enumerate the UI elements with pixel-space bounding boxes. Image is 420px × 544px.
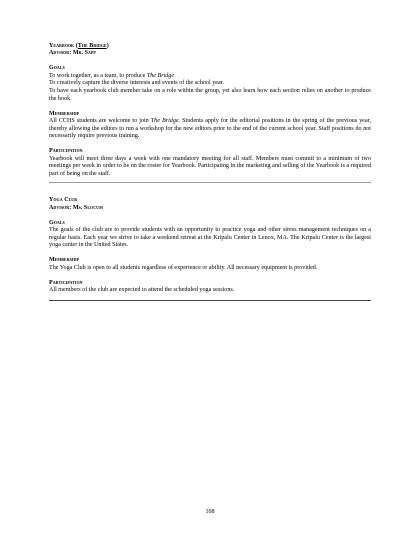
page-content	[49, 0, 371, 301]
yoga-participation-text: All members of the club are expected to attend the scheduled yoga sessions.	[49, 287, 235, 294]
yoga-section	[49, 183, 371, 295]
yoga-goals-heading: Goals	[49, 219, 65, 226]
yearbook-goal-3: To have each yearbook club member take on a role within the group, yet also learn how each section relies on another to produce the book.	[49, 87, 371, 102]
yearbook-goal-2: To creatively capture the diverse interests and events of the school year.	[49, 80, 224, 87]
yearbook-advisor: Advisor: Mr. Sapp	[49, 50, 96, 57]
yearbook-membership-pre: All CCHS students are welcome to join	[49, 118, 151, 124]
yearbook-title-name: Yearbook	[49, 43, 75, 49]
yearbook-goals-heading: Goals	[49, 65, 65, 72]
yoga-membership-heading: Membership	[49, 257, 80, 264]
yearbook-participation-heading: Participation	[49, 148, 83, 155]
end-divider	[49, 300, 371, 301]
yearbook-goal-1-title: The Bridge	[146, 72, 175, 79]
yearbook-membership-heading: Membership	[49, 110, 80, 117]
yearbook-membership-text	[49, 118, 371, 141]
yearbook-membership-title: The Bridge	[150, 118, 179, 124]
yearbook-section	[49, 0, 371, 178]
yearbook-title-close: )	[106, 43, 109, 49]
yoga-participation-heading: Participation	[49, 279, 83, 286]
yearbook-title-sub: The Bridge	[77, 43, 107, 49]
yoga-membership-text: The Yoga Club is open to all students regardless of experience or ability. All necessary equipment is provided.	[49, 264, 318, 271]
yearbook-title-open: (	[74, 43, 78, 49]
page-number: 108	[205, 509, 215, 515]
yoga-goals-text: The goals of the club are to provide students with an opportunity to practice yoga and other stress management techniques on a regular basis. Each year we strive to take a weekend retreat at the Kripalu Center in Lenox, MA. The Kripalu Center is the largest yoga center in the United States.	[49, 227, 371, 249]
yearbook-participation-text: Yearbook will meet three days a week with one mandatory meeting for all staff. Members must commit to a minimum of two meetings per week in order to be on the roster for Yearbook. Participating in the marketing and selling of the Yearbook is a required part of being on the staff.	[49, 155, 371, 177]
yoga-title: Yoga Club	[49, 197, 77, 204]
yearbook-title	[49, 43, 371, 50]
yoga-advisor: Advisor: Ms. Slocum	[49, 204, 103, 211]
yearbook-membership-post: . Students apply for the editorial positions in the spring of the previous year, thereby allowing the editors to run a workshop for the new editors prior to the end of the current school year. Staff positions do not necessarily require previous training.	[49, 118, 372, 140]
yearbook-goal-1-text: To work together, as a team, to produce	[49, 72, 147, 79]
